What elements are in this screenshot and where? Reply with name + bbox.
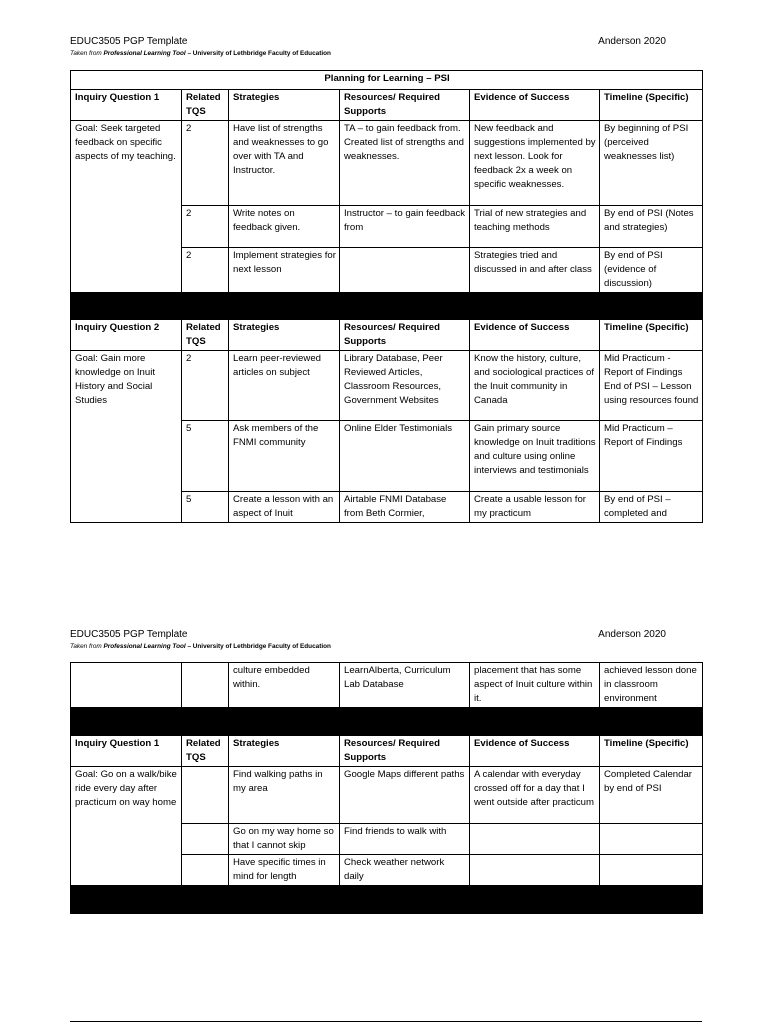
inquiry-header: Inquiry Question 1 <box>71 736 182 767</box>
strategies-header: Strategies <box>229 736 340 767</box>
timeline-cell: By end of PSI (Notes and strategies) <box>600 206 703 248</box>
source-note: Taken from Professional Learning Tool – University of Lethbridge Faculty of Education <box>70 50 331 57</box>
timeline-header: Timeline (Specific) <box>600 736 703 767</box>
timeline-header: Timeline (Specific) <box>600 320 703 351</box>
strategy-cell: Have list of strengths and weaknesses to go over with TA and Instructor. <box>229 121 340 206</box>
goal-cell: Goal: Seek targeted feedback on specific aspects of my teaching. <box>71 121 182 293</box>
resources-cell: Online Elder Testimonials <box>340 421 470 492</box>
tqs-cell <box>182 767 229 824</box>
header-row <box>71 90 703 121</box>
resources-cell: Find friends to walk with <box>340 824 470 855</box>
goal-cell <box>71 663 182 708</box>
resources-cell: TA – to gain feedback from. Created list of strengths and weaknesses. <box>340 121 470 206</box>
evidence-header: Evidence of Success <box>470 320 600 351</box>
strategy-cell: Create a lesson with an aspect of Inuit <box>229 492 340 523</box>
section-divider <box>71 293 703 320</box>
author-year: Anderson 2020 <box>598 629 666 640</box>
source-note: Taken from Professional Learning Tool – University of Lethbridge Faculty of Education <box>70 643 331 650</box>
table-title: Planning for Learning – PSI <box>71 71 703 90</box>
table-row <box>71 663 703 708</box>
timeline-cell: By beginning of PSI (perceived weaknesses list) <box>600 121 703 206</box>
tqs-cell: 5 <box>182 492 229 523</box>
section-divider <box>71 886 703 914</box>
goal-cell: Goal: Go on a walk/bike ride every day after practicum on way home <box>71 767 182 886</box>
author-year: Anderson 2020 <box>598 36 666 47</box>
strategy-cell: Have specific times in mind for length <box>229 855 340 886</box>
tqs-cell <box>182 855 229 886</box>
evidence-cell <box>470 855 600 886</box>
timeline-cell: achieved lesson done in classroom environment <box>600 663 703 708</box>
evidence-cell: Know the history, culture, and sociological practices of the Inuit community in Canada <box>470 351 600 421</box>
resources-cell: Airtable FNMI Database from Beth Cormier, <box>340 492 470 523</box>
strategy-cell: culture embedded within. <box>229 663 340 708</box>
goal-cell: Goal: Gain more knowledge on Inuit History and Social Studies <box>71 351 182 523</box>
related-tqs-header: Related TQS <box>182 736 229 767</box>
course-title: EDUC3505 PGP Template <box>70 629 188 640</box>
header-row <box>71 736 703 767</box>
evidence-header: Evidence of Success <box>470 90 600 121</box>
pgp-table-page-2 <box>70 662 703 914</box>
strategy-cell: Ask members of the FNMI community <box>229 421 340 492</box>
evidence-cell: Gain primary source knowledge on Inuit traditions and culture using online interviews and testimonials <box>470 421 600 492</box>
resources-cell: Google Maps different paths <box>340 767 470 824</box>
table-row <box>71 351 703 421</box>
header-row <box>71 320 703 351</box>
footer-rule <box>70 1021 702 1022</box>
resources-cell: LearnAlberta, Curriculum Lab Database <box>340 663 470 708</box>
tqs-cell <box>182 824 229 855</box>
course-title: EDUC3505 PGP Template <box>70 36 188 47</box>
resources-header: Resources/ Required Supports <box>340 320 470 351</box>
tqs-cell: 2 <box>182 351 229 421</box>
inquiry-header: Inquiry Question 1 <box>71 90 182 121</box>
timeline-cell: By end of PSI (evidence of discussion) <box>600 248 703 293</box>
related-tqs-header: Related TQS <box>182 90 229 121</box>
evidence-cell: Create a usable lesson for my practicum <box>470 492 600 523</box>
strategy-cell: Go on my way home so that I cannot skip <box>229 824 340 855</box>
evidence-cell: A calendar with everyday crossed off for a day that I went outside after practicum <box>470 767 600 824</box>
timeline-cell: Mid Practicum -Report of Findings End of PSI – Lesson using resources found <box>600 351 703 421</box>
tqs-cell <box>182 663 229 708</box>
strategy-cell: Find walking paths in my area <box>229 767 340 824</box>
evidence-header: Evidence of Success <box>470 736 600 767</box>
evidence-cell: Trial of new strategies and teaching methods <box>470 206 600 248</box>
strategies-header: Strategies <box>229 90 340 121</box>
timeline-cell: Completed Calendar by end of PSI <box>600 767 703 824</box>
resources-cell: Instructor – to gain feedback from <box>340 206 470 248</box>
strategies-header: Strategies <box>229 320 340 351</box>
evidence-cell <box>470 824 600 855</box>
tqs-cell: 5 <box>182 421 229 492</box>
tqs-cell: 2 <box>182 248 229 293</box>
related-tqs-header: Related TQS <box>182 320 229 351</box>
strategy-cell: Implement strategies for next lesson <box>229 248 340 293</box>
resources-cell: Library Database, Peer Reviewed Articles, Classroom Resources, Government Websites <box>340 351 470 421</box>
timeline-cell: Mid Practicum – Report of Findings <box>600 421 703 492</box>
tqs-cell: 2 <box>182 121 229 206</box>
table-row <box>71 767 703 824</box>
inquiry-header: Inquiry Question 2 <box>71 320 182 351</box>
timeline-cell <box>600 855 703 886</box>
evidence-cell: placement that has some aspect of Inuit culture within it. <box>470 663 600 708</box>
resources-cell: Check weather network daily <box>340 855 470 886</box>
evidence-cell: New feedback and suggestions implemented by next lesson. Look for feedback 2x a week on specific weaknesses. <box>470 121 600 206</box>
strategy-cell: Learn peer-reviewed articles on subject <box>229 351 340 421</box>
section-divider <box>71 708 703 736</box>
timeline-cell: By end of PSI – completed and <box>600 492 703 523</box>
pgp-table-page-1 <box>70 70 703 523</box>
tqs-cell: 2 <box>182 206 229 248</box>
evidence-cell: Strategies tried and discussed in and after class <box>470 248 600 293</box>
table-row <box>71 121 703 206</box>
timeline-cell <box>600 824 703 855</box>
resources-header: Resources/ Required Supports <box>340 90 470 121</box>
timeline-header: Timeline (Specific) <box>600 90 703 121</box>
resources-cell <box>340 248 470 293</box>
strategy-cell: Write notes on feedback given. <box>229 206 340 248</box>
resources-header: Resources/ Required Supports <box>340 736 470 767</box>
